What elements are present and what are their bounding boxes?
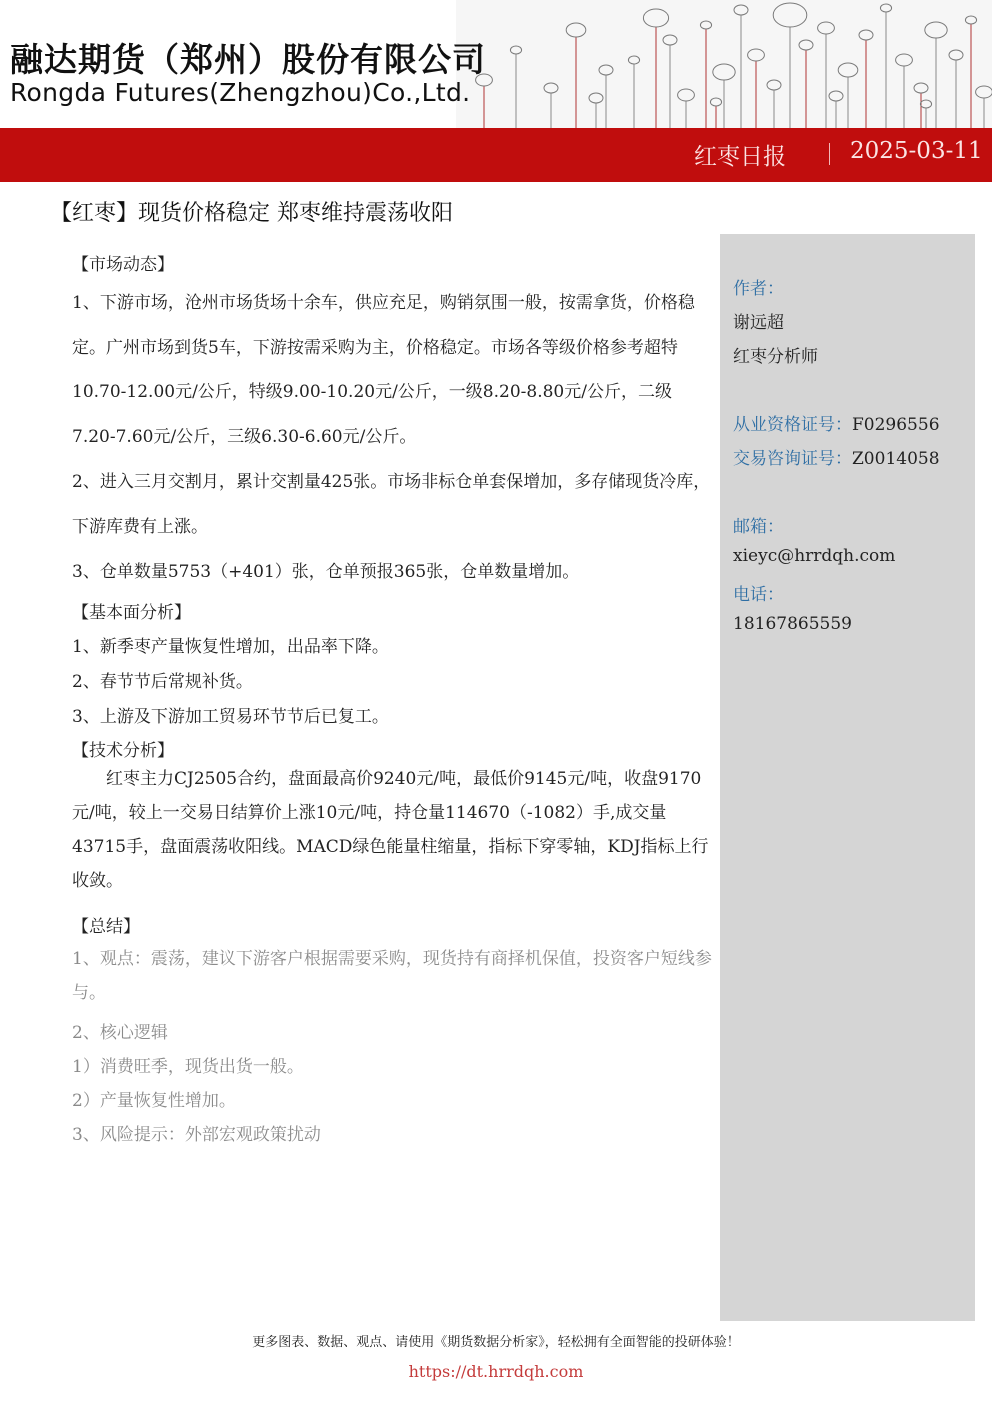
market-paragraph-1: 1、下游市场，沧州市场货场十余车，供应充足，购销氛围一般，按需拿货，价格稳定。广州市场到货5车，下游按需采购为主，价格稳定。市场各等级价格参考超特10.70-12.00元/公斤，特级9.00-10.20元/公斤，一级8.20-8.80元/公斤，二级7.20-7.60元/公斤，三级6.30-6.60元/公斤。 [72, 293, 695, 447]
fundamental-item: 2、春节节后常规补货。 [72, 672, 253, 692]
fundamental-item: 3、上游及下游加工贸易环节节后已复工。 [72, 707, 389, 727]
author-sidebar [720, 234, 975, 1321]
consult-row [733, 444, 940, 469]
summary-logic-item: 1）消费旺季，现货出货一般。 [72, 1057, 304, 1077]
report-header [0, 0, 992, 128]
consult-value: Z0014058 [852, 449, 940, 469]
footer-url-link[interactable]: https://dt.hrrdqh.com [408, 1362, 584, 1381]
fundamental-title: 【基本面分析】 [72, 603, 191, 623]
company-name-cn: 融达期货（郑州）股份有限公司 [10, 40, 486, 79]
email-value[interactable]: xieyc@hrrdqh.com [733, 546, 896, 566]
market-title: 【市场动态】 [72, 255, 174, 275]
title-separator [829, 143, 830, 165]
author-title: 红枣分析师 [733, 347, 818, 367]
summary-view: 1、观点：震荡，建议下游客户根据需要采购，现货持有商择机保值，投资客户短线参与。 [72, 949, 712, 1003]
footer-promo: 更多图表、数据、观点、请使用《期货数据分析家》，轻松拥有全面智能的投研体验！ [252, 1335, 740, 1350]
license-row [733, 410, 940, 435]
title-bar [0, 128, 992, 182]
phone-label: 电话： [733, 585, 784, 605]
author-name: 谢远超 [733, 313, 784, 333]
market-paragraph-2: 2、进入三月交割月，累计交割量425张。市场非标仓单套保增加，多存储现货冷库，下游库费有上涨。 [72, 472, 711, 537]
company-name-en: Rongda Futures(Zhengzhou)Co.,Ltd. [10, 78, 471, 107]
summary-logic-item: 2）产量恢复性增加。 [72, 1091, 236, 1111]
author-label: 作者： [733, 279, 784, 299]
email-label: 邮箱： [733, 517, 784, 537]
summary-title: 【总结】 [72, 917, 140, 937]
fundamental-item: 1、新季枣产量恢复性增加，出品率下降。 [72, 637, 389, 657]
phone-value: 18167865559 [733, 614, 852, 634]
summary-logic-title: 2、核心逻辑 [72, 1023, 168, 1043]
decorative-lines-graphic [456, 0, 992, 128]
report-type: 红枣日报 [694, 144, 786, 170]
license-value: F0296556 [852, 415, 940, 435]
consult-label: 交易咨询证号： [733, 449, 852, 469]
market-paragraph-3: 3、仓单数量5753（+401）张，仓单预报365张，仓单数量增加。 [72, 562, 580, 582]
summary-risk: 3、风险提示：外部宏观政策扰动 [72, 1125, 321, 1145]
headline: 【红枣】现货价格稳定 郑枣维持震荡收阳 [50, 201, 453, 226]
license-label: 从业资格证号： [733, 415, 852, 435]
technical-paragraph: 红枣主力CJ2505合约，盘面最高价9240元/吨，最低价9145元/吨，收盘9170元/吨，较上一交易日结算价上涨10元/吨，持仓量114670（-1082）手,成交量43715手，盘面震荡收阳线。MACD绿色能量柱缩量，指标下穿零轴，KDJ指标上行收敛。 [72, 769, 709, 891]
technical-title: 【技术分析】 [72, 741, 174, 761]
report-date: 2025-03-11 [850, 138, 983, 164]
